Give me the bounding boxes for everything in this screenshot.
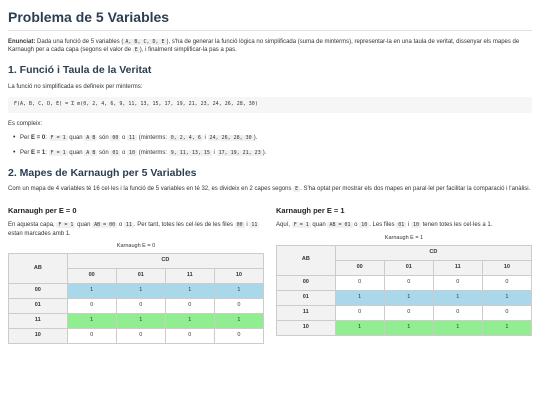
table-cell: 0: [384, 275, 433, 290]
table-cell: 1: [384, 320, 433, 335]
bullet-text: quan: [67, 150, 85, 157]
page-title: Problema de 5 Variables: [8, 9, 532, 31]
table-row: [277, 275, 532, 290]
bullet-code: 11: [129, 135, 136, 142]
desc-code: 01: [398, 222, 405, 229]
table-cell: 1: [67, 314, 116, 329]
table-cell: 0: [116, 299, 165, 314]
desc-code: 11: [125, 222, 132, 229]
table-header-row: [277, 245, 532, 260]
bullet-text: o: [120, 135, 128, 142]
desc-code: 11: [251, 222, 258, 229]
column-header: 00: [335, 260, 384, 275]
table-cell: 0: [433, 305, 482, 320]
bullet-text: quan: [67, 135, 85, 142]
table-cell: 1: [433, 320, 482, 335]
karnaugh-e1-caption: Karnaugh E = 1: [384, 234, 424, 241]
ab-header: AB: [277, 245, 336, 275]
bullet-text: i: [202, 135, 208, 142]
bullet-condition: E = 1: [31, 150, 46, 157]
bullet-text: són: [97, 135, 111, 142]
karnaugh-e0-column: [8, 206, 264, 344]
table-cell: 0: [67, 329, 116, 344]
table-row: [9, 329, 264, 344]
bullet-text: o: [120, 150, 128, 157]
desc-text: . Les files: [369, 222, 397, 229]
karnaugh-e0-table: [8, 253, 264, 344]
desc-text: tenen totes les cel·les a 1.: [420, 222, 493, 229]
table-cell: 0: [433, 275, 482, 290]
section-2-heading: 2. Mapes de Karnaugh per 5 Variables: [8, 166, 197, 179]
cd-header: CD: [67, 254, 263, 269]
bullet-code: F = 1: [50, 135, 66, 142]
bullet-code: 17, 19, 21, 23: [218, 150, 261, 157]
minterm-formula: F(A, B, C, D, E) = Σ m(0, 2, 4, 6, 9, 11, 13, 15, 17, 19, 21, 23, 24, 26, 28, 30): [8, 97, 532, 112]
row-header: 00: [9, 284, 68, 299]
table-cell: 1: [116, 284, 165, 299]
row-header: 11: [277, 305, 336, 320]
row-header: 10: [277, 320, 336, 335]
bullet-text: (minterms:: [137, 135, 169, 142]
table-row: [277, 290, 532, 305]
column-header: 11: [165, 269, 214, 284]
table-cell: 1: [335, 320, 384, 335]
intro-label: Enunciat:: [8, 38, 36, 45]
bullet-text: :: [45, 150, 47, 157]
intro-vars-code: A, B, C, D, E: [125, 38, 165, 45]
bullet-condition: E = 0: [31, 135, 46, 142]
table-cell: 1: [214, 284, 263, 299]
bullet-text: ).: [253, 135, 258, 142]
bullet-code: 24, 26, 28, 30: [209, 135, 252, 142]
desc-text: o: [352, 222, 360, 229]
condition-list: [20, 134, 532, 157]
column-header: 01: [384, 260, 433, 275]
bullet-code: 01: [112, 150, 119, 157]
bullet-text: Per: [20, 135, 32, 142]
desc-code: 10: [361, 222, 368, 229]
condition-item-e0: [20, 134, 532, 143]
table-row: [277, 305, 532, 320]
bullet-text: :: [45, 135, 47, 142]
table-cell: 0: [482, 275, 531, 290]
table-cell: 0: [482, 305, 531, 320]
desc-text: En aquesta capa,: [8, 222, 57, 229]
karnaugh-e1-column: [276, 206, 532, 344]
column-header: 11: [433, 260, 482, 275]
section-1-paragraph-2: Es compleix:: [8, 120, 43, 127]
desc-text: quan: [310, 222, 328, 229]
table-cell: 1: [384, 290, 433, 305]
table-cell: 0: [335, 305, 384, 320]
section-1-paragraph: La funció no simplificada es defineix per minterms:: [8, 83, 143, 90]
table-cell: 1: [433, 290, 482, 305]
bullet-text: són: [97, 150, 111, 157]
column-header: 00: [67, 269, 116, 284]
desc-text: . Per tant, totes les cel·les de les files: [133, 222, 235, 229]
karnaugh-e0-heading: Karnaugh per E = 0: [8, 206, 77, 216]
desc-code: 00: [236, 222, 243, 229]
ab-header: AB: [9, 254, 68, 284]
column-header: 10: [482, 260, 531, 275]
table-cell: 1: [165, 314, 214, 329]
bullet-code: 9, 11, 13, 15: [170, 150, 210, 157]
bullet-code: 10: [129, 150, 136, 157]
table-cell: 1: [67, 284, 116, 299]
table-cell: 0: [214, 329, 263, 344]
intro-text: Dada una funció de 5 variables (: [35, 38, 124, 45]
karnaugh-columns: [8, 206, 532, 344]
table-row: [9, 299, 264, 314]
table-cell: 1: [482, 290, 531, 305]
table-cell: 1: [116, 314, 165, 329]
bullet-code: F = 1: [50, 150, 66, 157]
column-header: 01: [116, 269, 165, 284]
bullet-code: A B: [86, 135, 96, 142]
desc-text: i: [406, 222, 411, 229]
bullet-code: 0, 2, 4, 6: [170, 135, 201, 142]
section-2-paragraph: [8, 185, 532, 194]
table-cell: 1: [482, 320, 531, 335]
desc-code: AB = 01: [329, 222, 351, 229]
row-header: 01: [9, 299, 68, 314]
bullet-text: i: [211, 150, 217, 157]
condition-item-e1: [20, 149, 532, 158]
table-cell: 1: [214, 314, 263, 329]
karnaugh-e0-caption: Karnaugh E = 0: [116, 243, 156, 250]
desc-text: Aquí,: [276, 222, 292, 229]
table-row: [9, 284, 264, 299]
table-cell: 0: [67, 299, 116, 314]
section-1-heading: 1. Funció i Taula de la Veritat: [8, 64, 152, 77]
table-cell: 1: [335, 290, 384, 305]
table-cell: 0: [165, 329, 214, 344]
table-header-row: [9, 254, 264, 269]
table-row: [277, 320, 532, 335]
row-header: 11: [9, 314, 68, 329]
karnaugh-e1-heading: Karnaugh per E = 1: [276, 206, 345, 216]
desc-code: 10: [412, 222, 419, 229]
table-cell: 0: [384, 305, 433, 320]
desc-text: i: [244, 222, 250, 229]
table-cell: 0: [165, 299, 214, 314]
bullet-text: (minterms:: [137, 150, 169, 157]
row-header: 01: [277, 290, 336, 305]
section-2-text: . S'ha optat per mostrar els dos mapes en paral·lel per facilitar la comparació i l'anàlisi.: [300, 186, 531, 193]
row-header: 00: [277, 275, 336, 290]
table-cell: 0: [214, 299, 263, 314]
karnaugh-e0-description: [8, 221, 264, 238]
bullet-code: 00: [112, 135, 119, 142]
desc-text: o: [117, 222, 124, 229]
desc-text: quan: [75, 222, 93, 229]
intro-e-code: E: [134, 47, 138, 54]
section-2-e-code: E: [295, 186, 299, 193]
bullet-code: A B: [86, 150, 96, 157]
table-cell: 0: [335, 275, 384, 290]
table-row: [9, 314, 264, 329]
intro-text: ), s'ha de generar la funció lògica no simplificada (suma de minterms), representar-la en una taula de veritat, dissenyar els mapes de Karnaugh per a cada capa (segons el valor de: [8, 38, 520, 54]
column-header: 10: [214, 269, 263, 284]
desc-code: F = 1: [293, 222, 309, 229]
desc-code: AB = 00: [94, 222, 116, 229]
section-2-text: Com un mapa de 4 variables té 16 cel·les i la funció de 5 variables en té 32, es divideix en 2 capes segons: [8, 186, 294, 193]
table-cell: 0: [116, 329, 165, 344]
intro-paragraph: [8, 38, 532, 55]
cd-header: CD: [335, 245, 531, 260]
desc-code: F = 1: [58, 222, 74, 229]
karnaugh-e1-table: [276, 245, 532, 336]
bullet-text: Per: [20, 150, 32, 157]
desc-text: estan marcades amb 1.: [8, 230, 71, 237]
karnaugh-e1-description: [276, 221, 532, 230]
row-header: 10: [9, 329, 68, 344]
table-cell: 1: [165, 284, 214, 299]
intro-text: ), i finalment simplificar-la pas a pas.: [139, 47, 237, 54]
bullet-text: ).: [262, 150, 267, 157]
